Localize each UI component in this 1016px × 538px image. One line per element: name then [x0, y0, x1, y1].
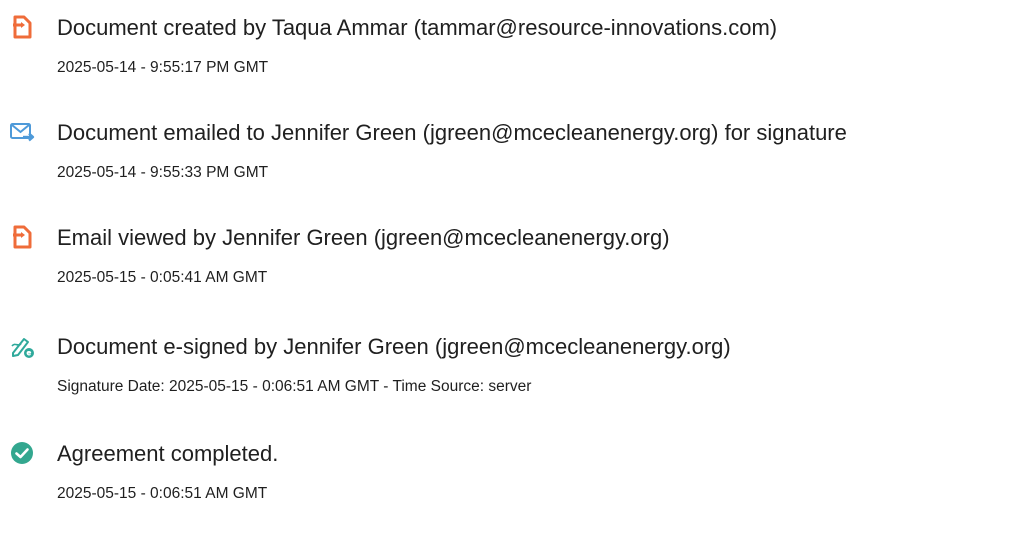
event-document-emailed — [0, 119, 1016, 209]
email-sent-icon — [9, 119, 35, 145]
event-timestamp: 2025-05-15 - 0:05:41 AM GMT — [57, 269, 268, 286]
event-title: Document created by Taqua Ammar (tammar@resource-innovations.com) — [57, 15, 778, 40]
document-viewed-icon — [9, 224, 35, 250]
event-title: Document emailed to Jennifer Green (jgreen@mcecleanenergy.org) for signature — [57, 120, 847, 145]
event-title: Document e-signed by Jennifer Green (jgreen@mcecleanenergy.org) — [57, 334, 731, 359]
event-title: Email viewed by Jennifer Green (jgreen@mcecleanenergy.org) — [57, 225, 670, 250]
event-title: Agreement completed. — [57, 441, 279, 466]
event-document-created — [0, 14, 1016, 104]
event-email-viewed — [0, 224, 1016, 314]
check-circle-icon — [9, 440, 35, 466]
event-timestamp: Signature Date: 2025-05-15 - 0:06:51 AM GMT - Time Source: server — [57, 378, 532, 395]
event-timestamp: 2025-05-15 - 0:06:51 AM GMT — [57, 485, 268, 502]
event-agreement-completed — [0, 440, 1016, 530]
esign-pen-icon — [9, 333, 35, 359]
event-timestamp: 2025-05-14 - 9:55:17 PM GMT — [57, 59, 269, 76]
event-timestamp: 2025-05-14 - 9:55:33 PM GMT — [57, 164, 269, 181]
event-document-esigned — [0, 333, 1016, 423]
document-created-icon — [9, 14, 35, 40]
